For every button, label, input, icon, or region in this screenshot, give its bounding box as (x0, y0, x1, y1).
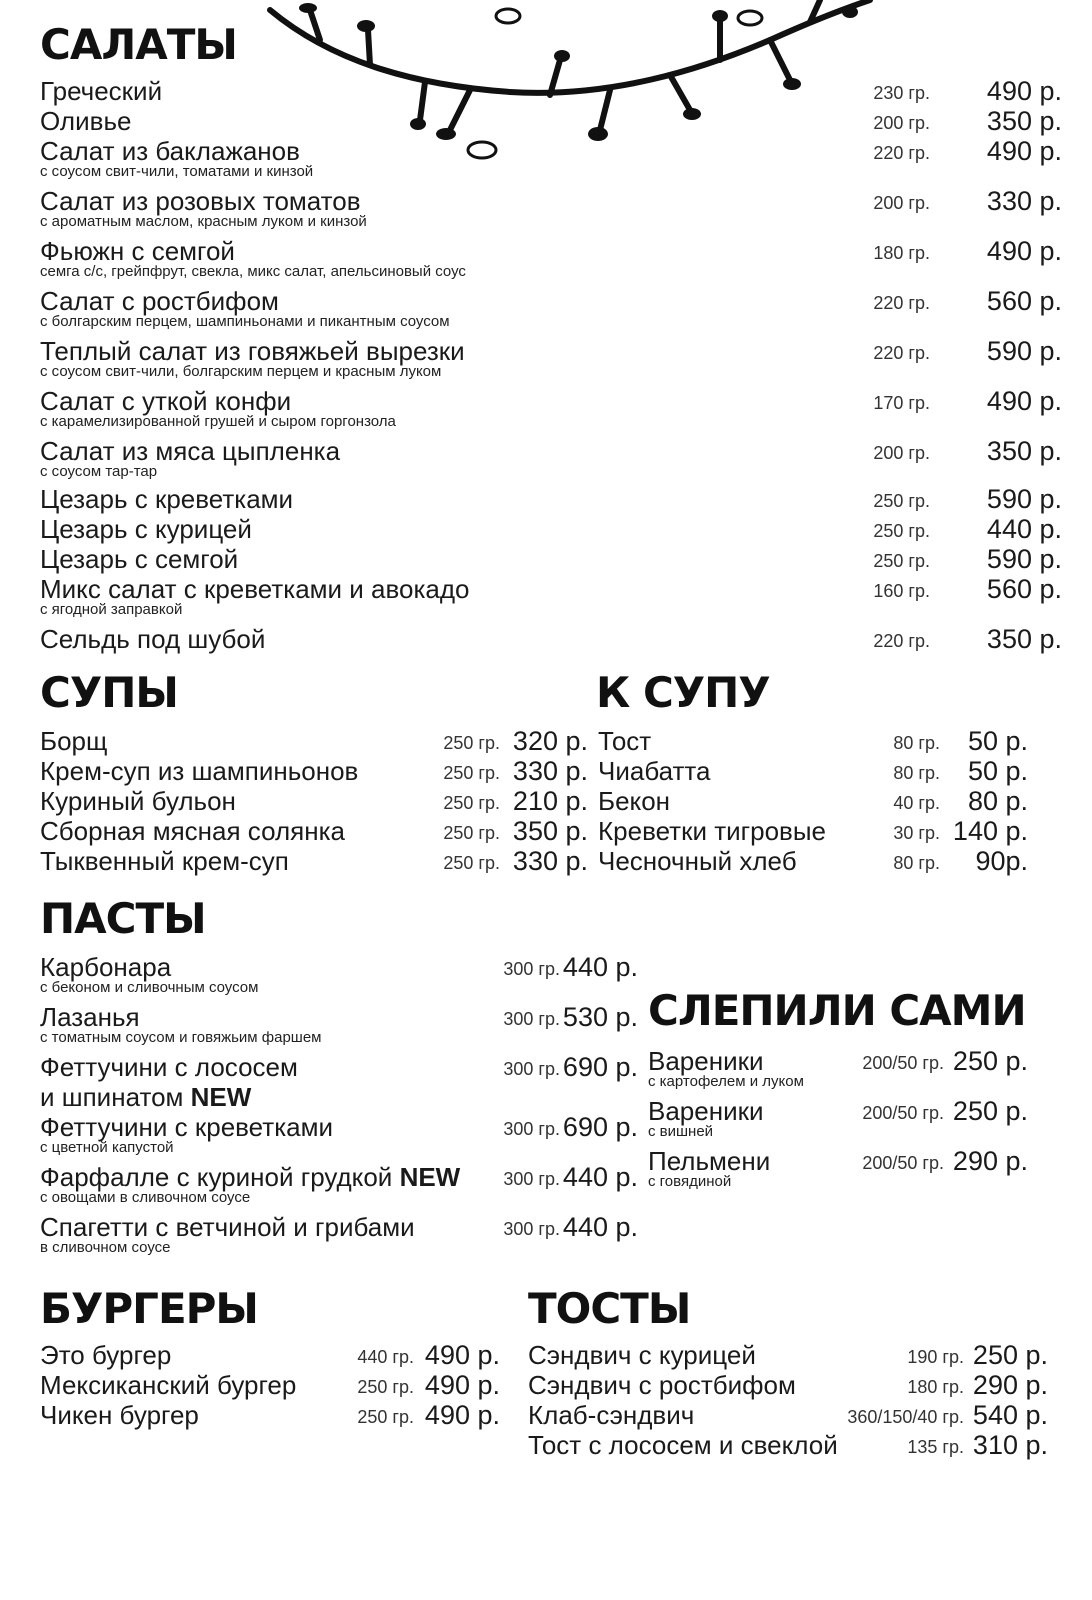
menu-item-name-text: Салат из розовых томатов (40, 186, 361, 216)
menu-item-name-text: Креветки тигровые (598, 816, 827, 846)
menu-item-description: с беконом и сливочным соусом (40, 979, 259, 996)
menu-item-name (40, 514, 252, 544)
menu-item-weight: 300 гр. (503, 959, 560, 979)
menu-item-name-text: Карбонара (40, 952, 172, 982)
menu-item-weight: 170 гр. (873, 393, 930, 413)
menu-item (40, 136, 1062, 180)
menu-item-name-text: Салат с ростбифом (40, 286, 279, 316)
menu-item-name (40, 484, 293, 514)
menu-item-description: в сливочном соусе (40, 1239, 171, 1256)
menu-item-name (40, 726, 107, 756)
menu-item-price: 90р. (975, 846, 1028, 876)
menu-item-name (598, 786, 670, 816)
menu-item-name-text: Цезарь с курицей (40, 514, 252, 544)
menu-item-weight: 160 гр. (873, 581, 930, 601)
menu-item-description: с соусом свит-чили, болгарским перцем и красным луком (40, 363, 442, 380)
section-title-to-soup: К СУПУ (596, 668, 770, 717)
menu-item-description: с соусом тар-тар (40, 463, 158, 480)
menu-item (40, 1002, 640, 1046)
menu-item (40, 756, 588, 786)
menu-item (40, 436, 1062, 480)
menu-item-name-text: и шпинатом (40, 1082, 184, 1112)
menu-item-name (598, 756, 710, 786)
menu-item-weight: 300 гр. (503, 1119, 560, 1139)
menu-item-price: 490 р. (986, 236, 1062, 266)
menu-item-description: с цветной капустой (40, 1139, 174, 1156)
menu-item-weight: 180 гр. (907, 1377, 964, 1397)
menu-item-name-text: Оливье (40, 106, 132, 136)
menu-item-weight: 200/50 гр. (862, 1103, 944, 1123)
menu-item-weight: 300 гр. (503, 1059, 560, 1079)
menu-item-price: 490 р. (424, 1370, 500, 1400)
menu-item-price: 560 р. (986, 286, 1062, 316)
menu-item (528, 1430, 1050, 1460)
menu-item-name (40, 386, 291, 416)
menu-item-description: с томатным соусом и говяжьим фаршем (40, 1029, 322, 1046)
menu-item-price: 250 р. (952, 1096, 1028, 1126)
menu-item-price: 530 р. (562, 1002, 638, 1032)
menu-item-name-text: Бекон (598, 786, 671, 816)
menu-item (40, 1082, 640, 1112)
menu-item-name-text: Греческий (40, 76, 163, 106)
menu-item (40, 186, 1062, 230)
section-title-soups: СУПЫ (40, 668, 178, 717)
menu-item-name-text: Цезарь с семгой (40, 544, 239, 574)
menu-item-name (40, 1340, 171, 1370)
menu-item (528, 1370, 1050, 1400)
menu-item (598, 816, 1030, 846)
menu-item (528, 1400, 1050, 1430)
menu-item-price: 690 р. (562, 1052, 638, 1082)
menu-item-name (40, 1370, 296, 1400)
menu-item-price: 50 р. (967, 726, 1028, 756)
menu-item-name (598, 726, 651, 756)
menu-item-weight: 200/50 гр. (862, 1153, 944, 1173)
menu-item (648, 1146, 1030, 1190)
menu-item (40, 1370, 502, 1400)
menu-item-name (40, 336, 465, 366)
menu-item-name-text: Чесночный хлеб (598, 846, 797, 876)
menu-item-weight: 250 гр. (873, 491, 930, 511)
menu-item-price: 490 р. (424, 1400, 500, 1430)
menu-item-description: с говядиной (648, 1173, 732, 1190)
menu-item-name (40, 186, 361, 216)
menu-item-name-text: Фьюжн с семгой (40, 236, 235, 266)
menu-item (40, 484, 1062, 514)
menu-item-weight: 135 гр. (907, 1437, 964, 1457)
menu-item-name-text: Цезарь с креветками (40, 484, 294, 514)
menu-item-description: с болгарским перцем, шампиньонами и пикантным соусом (40, 313, 450, 330)
menu-item-weight: 220 гр. (873, 343, 930, 363)
menu-item-name-text: Салат из мяса цыпленка (40, 436, 341, 466)
menu-item-price: 560 р. (986, 574, 1062, 604)
menu-item (40, 846, 588, 876)
menu-item (598, 726, 1030, 756)
menu-item-price: 290 р. (952, 1146, 1028, 1176)
menu-item (40, 1340, 502, 1370)
menu-item (598, 756, 1030, 786)
menu-item-name-text: Феттучини с лососем (40, 1052, 298, 1082)
menu-item (40, 544, 1062, 574)
menu-item-weight: 200 гр. (873, 193, 930, 213)
menu-item (598, 846, 1030, 876)
menu-item-weight: 40 гр. (893, 793, 940, 813)
menu-item-description: с картофелем и луком (648, 1073, 804, 1090)
menu-item-name-text: Это бургер (40, 1340, 172, 1370)
menu-item (40, 336, 1062, 380)
menu-item-price: 80 р. (967, 786, 1028, 816)
menu-item-name-text: Теплый салат из говяжьей вырезки (40, 336, 465, 366)
menu-item-name (528, 1370, 796, 1400)
menu-item-price: 210 р. (512, 786, 588, 816)
menu-item-name (40, 574, 470, 604)
menu-item-description: семга с/с, грейпфрут, свекла, микс салат, апельсиновый соус (40, 263, 466, 280)
menu-item (40, 236, 1062, 280)
menu-item-name (528, 1430, 838, 1460)
menu-item (648, 1096, 1030, 1140)
menu-item-price: 350 р. (986, 624, 1062, 654)
menu-item-price: 490 р. (986, 386, 1062, 416)
menu-item-name-text: Спагетти с ветчиной и грибами (40, 1212, 415, 1242)
new-badge: NEW (399, 1162, 461, 1192)
menu-item-name-text: Сэндвич с ростбифом (528, 1370, 796, 1400)
menu-item-price: 50 р. (967, 756, 1028, 786)
menu-item (40, 1112, 640, 1156)
menu-item-weight: 300 гр. (503, 1009, 560, 1029)
menu-item (40, 514, 1062, 544)
menu-item-price: 140 р. (952, 816, 1028, 846)
new-badge: NEW (190, 1082, 252, 1112)
menu-item-name (40, 786, 236, 816)
menu-item-name (40, 816, 345, 846)
menu-item-price: 250 р. (972, 1340, 1048, 1370)
menu-item-weight: 300 гр. (503, 1219, 560, 1239)
menu-item-name-text: Тост (598, 726, 652, 756)
menu-item (528, 1340, 1050, 1370)
menu-item (40, 624, 1062, 654)
menu-item-name-text: Куриный бульон (40, 786, 236, 816)
menu-item-weight: 190 гр. (907, 1347, 964, 1367)
menu-item-price: 330 р. (512, 756, 588, 786)
menu-item (40, 76, 1062, 106)
section-title-handmade: СЛЕПИЛИ САМИ (648, 986, 1026, 1035)
menu-item-name (40, 544, 238, 574)
menu-item-price: 540 р. (972, 1400, 1048, 1430)
menu-item-weight: 80 гр. (893, 733, 940, 753)
menu-item-name-text: Тыквенный крем-суп (40, 846, 289, 876)
menu-item-name (40, 952, 171, 982)
menu-item-price: 330 р. (512, 846, 588, 876)
menu-item-name (40, 846, 289, 876)
menu-item-name-text: Клаб-сэндвич (528, 1400, 695, 1430)
menu-item-name (598, 816, 826, 846)
menu-item-price: 320 р. (512, 726, 588, 756)
menu-item-weight: 80 гр. (893, 853, 940, 873)
menu-item-name (528, 1400, 694, 1430)
menu-item-weight: 360/150/40 гр. (847, 1407, 964, 1427)
menu-item-weight: 180 гр. (873, 243, 930, 263)
section-title-burgers: БУРГЕРЫ (40, 1284, 258, 1333)
menu-item (40, 952, 640, 996)
menu-item-description: с карамелизированной грушей и сыром горгонзола (40, 413, 396, 430)
menu-item (40, 386, 1062, 430)
menu-item-price: 440 р. (562, 952, 638, 982)
menu-item (40, 816, 588, 846)
menu-item (40, 726, 588, 756)
menu-item-description: с вишней (648, 1123, 714, 1140)
menu-item-price: 440 р. (562, 1162, 638, 1192)
menu-item (40, 1162, 640, 1206)
menu-item-weight: 250 гр. (443, 763, 500, 783)
menu-item-weight: 220 гр. (873, 631, 930, 651)
section-title-toasts: ТОСТЫ (528, 1284, 691, 1333)
menu-item-price: 290 р. (972, 1370, 1048, 1400)
menu-item-name-text: Вареники (648, 1046, 764, 1076)
menu-item-name (40, 286, 279, 316)
menu-item-weight: 30 гр. (893, 823, 940, 843)
menu-item-name-text: Мексиканский бургер (40, 1370, 297, 1400)
menu-item-name (40, 1082, 251, 1112)
menu-item-name-text: Крем-суп из шампиньонов (40, 756, 359, 786)
menu-item-name (40, 106, 131, 136)
menu-item-description: с ягодной заправкой (40, 601, 183, 618)
menu-item-weight: 250 гр. (443, 733, 500, 753)
menu-item-weight: 220 гр. (873, 293, 930, 313)
menu-item-weight: 250 гр. (443, 853, 500, 873)
menu-item-price: 250 р. (952, 1046, 1028, 1076)
menu-item (598, 786, 1030, 816)
menu-item-name (648, 1146, 770, 1176)
menu-item-price: 490 р. (986, 136, 1062, 166)
menu-item-weight: 80 гр. (893, 763, 940, 783)
section-title-salads: САЛАТЫ (40, 20, 237, 69)
menu-item-name (40, 624, 265, 654)
menu-item-weight: 250 гр. (873, 551, 930, 571)
menu-item-name (40, 436, 340, 466)
menu-item-description: с соусом свит-чили, томатами и кинзой (40, 163, 314, 180)
menu-item-price: 590 р. (986, 544, 1062, 574)
menu-item (40, 786, 588, 816)
section-title-pasta: ПАСТЫ (40, 894, 206, 943)
menu-item-name (40, 76, 162, 106)
menu-item (648, 1046, 1030, 1090)
menu-item-price: 330 р. (986, 186, 1062, 216)
menu-item-weight: 200/50 гр. (862, 1053, 944, 1073)
menu-item-weight: 250 гр. (443, 793, 500, 813)
menu-item-weight: 250 гр. (443, 823, 500, 843)
menu-item-price: 440 р. (562, 1212, 638, 1242)
menu-item-name (40, 136, 300, 166)
menu-item-name (40, 1212, 415, 1242)
menu-item-name (40, 1002, 140, 1032)
menu-item-name-text: Салат из баклажанов (40, 136, 300, 166)
menu-item (40, 1400, 502, 1430)
menu-item-name (40, 236, 235, 266)
menu-item-weight: 440 гр. (357, 1347, 414, 1367)
menu-item-name-text: Сэндвич с курицей (528, 1340, 756, 1370)
menu-item-price: 310 р. (972, 1430, 1048, 1460)
menu-item-description: с овощами в сливочном соусе (40, 1189, 251, 1206)
menu-item-name-text: Фарфалле с куриной грудкой (40, 1162, 393, 1192)
menu-item (40, 106, 1062, 136)
menu-item-name-text: Сборная мясная солянка (40, 816, 345, 846)
menu-item-weight: 250 гр. (873, 521, 930, 541)
menu-item-weight: 300 гр. (503, 1169, 560, 1189)
menu-item (40, 1052, 640, 1082)
menu-item-price: 590 р. (986, 336, 1062, 366)
menu-item-name-text: Феттучини с креветками (40, 1112, 333, 1142)
menu-item-name-text: Сельдь под шубой (40, 624, 266, 654)
menu-item (40, 286, 1062, 330)
menu-item-name (40, 1112, 333, 1142)
menu-item-name-text: Лазанья (40, 1002, 140, 1032)
menu-item-name (528, 1340, 756, 1370)
menu-item-name (40, 1162, 460, 1192)
menu-item-weight: 250 гр. (357, 1377, 414, 1397)
menu-item-name-text: Пельмени (648, 1146, 771, 1176)
menu-item-price: 690 р. (562, 1112, 638, 1142)
menu-item-name-text: Вареники (648, 1096, 764, 1126)
menu-item-price: 350 р. (986, 106, 1062, 136)
menu-item (40, 574, 1062, 618)
menu-item-weight: 200 гр. (873, 443, 930, 463)
menu-item-name (648, 1096, 764, 1126)
menu-item-price: 440 р. (986, 514, 1062, 544)
menu-item-name (648, 1046, 764, 1076)
menu-item-price: 590 р. (986, 484, 1062, 514)
menu-item-price: 350 р. (986, 436, 1062, 466)
menu-item-price: 350 р. (512, 816, 588, 846)
menu-item-name-text: Микс салат с креветками и авокадо (40, 574, 470, 604)
menu-item-name (40, 756, 358, 786)
menu-item-price: 490 р. (424, 1340, 500, 1370)
menu-item-price: 490 р. (986, 76, 1062, 106)
menu-item-name (598, 846, 797, 876)
menu-item-name (40, 1052, 298, 1082)
menu-item-weight: 220 гр. (873, 143, 930, 163)
menu-item-weight: 230 гр. (873, 83, 930, 103)
menu-item-name-text: Борщ (40, 726, 108, 756)
menu-item (40, 1212, 640, 1256)
menu-item-name (40, 1400, 199, 1430)
menu-item-name-text: Чиабатта (598, 756, 711, 786)
menu-item-name-text: Тост с лососем и свеклой (528, 1430, 838, 1460)
menu-item-weight: 250 гр. (357, 1407, 414, 1427)
menu-item-name-text: Чикен бургер (40, 1400, 199, 1430)
menu-item-weight: 200 гр. (873, 113, 930, 133)
menu-item-description: с ароматным маслом, красным луком и кинзой (40, 213, 367, 230)
menu-item-name-text: Салат с уткой конфи (40, 386, 292, 416)
